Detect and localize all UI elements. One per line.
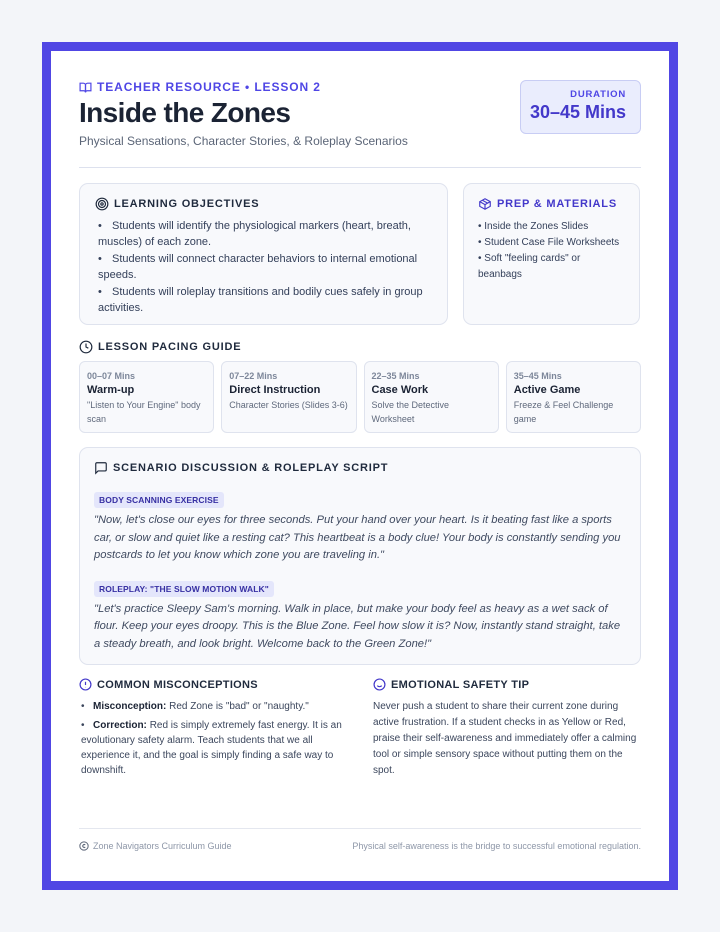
pacing-desc: "Listen to Your Engine" body scan (87, 400, 201, 424)
safety-tip-text: Never push a student to share their current zone during active frustration. If a student checks in as Yellow or Red, praise their self-awareness and immediately offer a calming tool or simple sensory space without putting them on the spot. (373, 701, 637, 776)
list-item: • Inside the Zones Slides (478, 221, 589, 232)
footer-left-text: Zone Navigators Curriculum Guide (93, 841, 232, 851)
page-footer (79, 828, 641, 851)
book-icon (79, 81, 92, 94)
list-item: • Students will identify the physiological markers (heart, breath, muscles) of each zone. (98, 220, 411, 248)
pacing-heading: LESSON PACING GUIDE (79, 340, 641, 354)
pacing-desc: Freeze & Feel Challenge game (513, 400, 614, 424)
script-tag: BODY SCANNING EXERCISE (94, 492, 224, 508)
document-header (79, 80, 641, 168)
page-frame (42, 42, 678, 890)
misconceptions-heading: COMMON MISCONCEPTIONS (79, 678, 348, 691)
prep-materials-card (463, 183, 640, 325)
list-item: • Students will connect character behaviors to internal emotional speeds. (98, 253, 418, 281)
duration-label: DURATION (570, 89, 626, 100)
pacing-name: Active Game (513, 384, 581, 396)
clock-icon (79, 340, 93, 354)
pacing-desc: Solve the Detective Worksheet (371, 400, 450, 424)
duration-value: 30–45 Mins (529, 102, 626, 122)
pacing-step (506, 361, 641, 433)
list-item: • Correction: Red is simply extremely fast energy. It is an evolutionary safety alarm. Teach students that we all experience it, and the goal is simply finding a safe way to downshift. (81, 720, 342, 776)
safety-tip-heading: EMOTIONAL SAFETY TIP (373, 678, 641, 691)
safety-tip-section (373, 678, 641, 782)
objectives-heading: LEARNING OBJECTIVES (95, 197, 432, 211)
list-item: • Student Case File Worksheets (478, 237, 620, 248)
page-title: Inside the Zones (79, 97, 291, 128)
copyright-icon (79, 841, 89, 851)
objectives-list (95, 219, 432, 316)
list-item: • Misconception: Red Zone is "bad" or "naughty." (81, 701, 309, 712)
prep-list (478, 219, 625, 283)
pacing-name: Case Work (371, 384, 429, 396)
misconceptions-list (79, 699, 348, 778)
script-tag: ROLEPLAY: "THE SLOW MOTION WALK" (94, 581, 274, 597)
prep-heading: PREP & MATERIALS (478, 197, 625, 211)
script-quote: "Let's practice Sleepy Sam's morning. Walk in place, but make your body feel as heavy as a wet sack of flour. Keep your eyes droopy. This is the Blue Zone. Feel how slow it is? Now, instantly stand straight, take a steady breath, and look bright. Welcome back to the Green Zone!" (94, 602, 621, 650)
pacing-time: 35–45 Mins (513, 371, 562, 381)
pacing-time: 07–22 Mins (229, 371, 278, 381)
document-page (51, 51, 669, 881)
package-icon (478, 197, 492, 211)
chat-icon (94, 461, 108, 475)
pacing-desc: Character Stories (Slides 3-6) (229, 400, 348, 410)
pacing-time: 00–07 Mins (87, 371, 136, 381)
pacing-step (79, 361, 214, 433)
eyebrow-text: TEACHER RESOURCE • LESSON 2 (97, 80, 321, 94)
script-block (94, 579, 626, 654)
page-subtitle: Physical Sensations, Character Stories, & Roleplay Scenarios (79, 134, 408, 148)
footer-right-text: Physical self-awareness is the bridge to successful emotional regulation. (352, 841, 641, 851)
pacing-step (221, 361, 356, 433)
alert-icon (79, 678, 92, 691)
pacing-step (364, 361, 499, 433)
list-item: • Students will roleplay transitions and bodily cues safely in group activities. (98, 286, 423, 314)
roleplay-script-card (79, 447, 641, 665)
smile-icon (373, 678, 386, 691)
pacing-time: 22–35 Mins (371, 371, 420, 381)
misconceptions-section (79, 678, 348, 782)
list-item: • Soft "feeling cards" or beanbags (478, 253, 581, 280)
script-quote: "Now, let's close our eyes for three seconds. Put your hand over your heart. Is it beating fast like a sports car, or slow and quiet like a resting cat? This heartbeat is a body clue! Your body is constantly sending you postcards to let you know which zone you are traveling in." (94, 514, 621, 561)
pacing-name: Warm-up (87, 384, 135, 396)
learning-objectives-card (79, 183, 448, 325)
target-icon (95, 197, 109, 211)
duration-badge (520, 80, 641, 134)
script-heading: SCENARIO DISCUSSION & ROLEPLAY SCRIPT (94, 461, 626, 475)
pacing-name: Direct Instruction (229, 384, 321, 396)
pacing-guide (79, 361, 641, 433)
script-block (94, 490, 626, 565)
